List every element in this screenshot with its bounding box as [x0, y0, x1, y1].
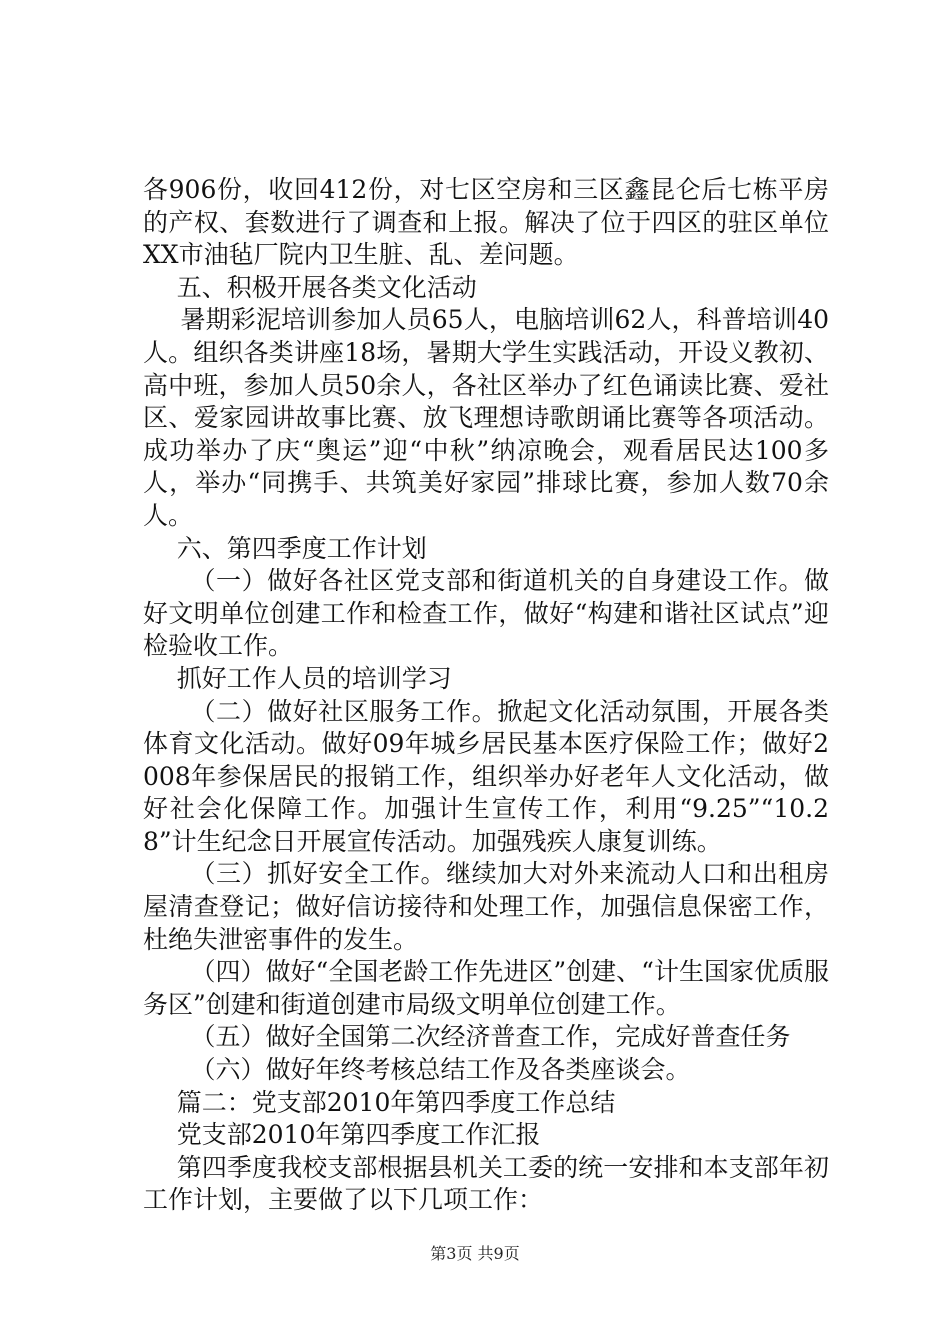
plan-item-2: （二）做好社区服务工作。掀起文化活动氛围，开展各类体育文化活动。做好09年城乡居民基本医疗保险工作；做好2008年参保居民的报销工作，组织举办好老年人文化活动，做好社会化保障工作。加强计生宣传工作，利用“9.25”“10.28”计生纪念日开展宣传活动。加强残疾人康复训练。: [143, 696, 829, 856]
document-body: [143, 174, 829, 1217]
section-heading-part-two: 篇二：党支部2010年第四季度工作总结: [176, 1087, 616, 1117]
heading-cultural-activities: 五、积极开展各类文化活动: [176, 272, 477, 302]
paragraph-report-intro: 第四季度我校支部根据县机关工委的统一安排和本支部年初工作计划，主要做了以下几项工作：: [143, 1152, 829, 1215]
plan-training: 抓好工作人员的培训学习: [176, 663, 452, 693]
plan-item-4: （四）做好“全国老龄工作先进区”创建、“计生国家优质服务区”创建和街道创建市局级文明单位创建工作。: [143, 957, 829, 1019]
page-number-footer: 第3页 共9页: [430, 1244, 520, 1263]
plan-item-6: （六）做好年终考核总结工作及各类座谈会。: [190, 1055, 691, 1085]
report-title: 党支部2010年第四季度工作汇报: [176, 1120, 541, 1150]
paragraph-cultural-activities: 暑期彩泥培训参加人员65人，电脑培训62人，科普培训40人。组织各类讲座18场，暑期大学生实践活动，开设义教初、高中班，参加人员50余人，各社区举办了红色诵读比赛、爱社区、爱家园讲故事比赛、放飞理想诗歌朗诵比赛等各项活动。成功举办了庆“奥运”迎“中秋”纳凉晚会，观看居民达100多人，举办“同携手、共筑美好家园”排球比赛，参加人数70余人。: [143, 305, 829, 530]
plan-item-3: （三）抓好安全工作。继续加大对外来流动人口和出租房屋清查登记；做好信访接待和处理工作，加强信息保密工作，杜绝失泄密事件的发生。: [143, 859, 829, 954]
paragraph-survey-results: 各906份，收回412份，对七区空房和三区鑫昆仑后七栋平房的产权、套数进行了调查和上报。解决了位于四区的驻区单位XX市油毡厂院内卫生脏、乱、差问题。: [143, 175, 829, 270]
plan-item-1: （一）做好各社区党支部和街道机关的自身建设工作。做好文明单位创建工作和检查工作，做好“构建和谐社区试点”迎检验收工作。: [143, 566, 829, 661]
plan-item-5: （五）做好全国第二次经济普查工作，完成好普查任务: [190, 1022, 791, 1052]
heading-q4-plan: 六、第四季度工作计划: [176, 533, 427, 563]
